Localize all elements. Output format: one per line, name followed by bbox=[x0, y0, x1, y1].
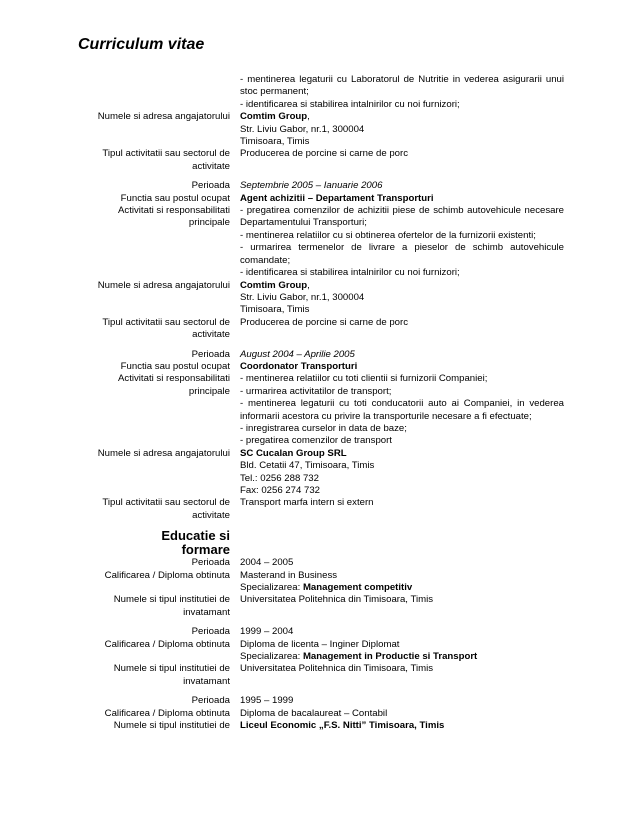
employer-fax: Fax: 0256 274 732 bbox=[240, 485, 321, 496]
responsibilities-row bbox=[84, 205, 564, 279]
sector-value: Transport marfa intern si extern bbox=[240, 497, 374, 509]
position-label: Functia sau postul ocupat bbox=[120, 360, 230, 372]
employer-name: SC Cucalan Group SRL bbox=[240, 447, 347, 459]
period-label: Perioada bbox=[191, 348, 230, 360]
specialization-prefix: Specializarea: bbox=[240, 651, 303, 663]
institution-value: Universitatea Politehnica din Timisoara, Timis bbox=[240, 663, 434, 675]
sector-label: Tipul activitatii sau sectorul de activitate bbox=[102, 148, 230, 172]
employer-name: Comtim Group bbox=[240, 111, 308, 123]
education-heading: Educatie si formare bbox=[161, 528, 230, 558]
qualification-value: Diploma de licenta – Inginer Diplomat bbox=[240, 638, 400, 650]
institution-label: Numele si tipul institutiei de bbox=[113, 720, 230, 732]
position-label: Functia sau postul ocupat bbox=[120, 192, 230, 204]
qualification-value: Diploma de bacalaureat – Contabil bbox=[240, 707, 388, 719]
period-value: 2004 – 2005 bbox=[240, 557, 294, 569]
period-value: August 2004 – Aprilie 2005 bbox=[240, 348, 355, 360]
institution-row bbox=[84, 663, 564, 688]
position-row bbox=[84, 193, 564, 205]
specialization-value: Management competitiv bbox=[302, 582, 413, 594]
period-label: Perioada bbox=[191, 626, 230, 638]
qualification-row bbox=[84, 639, 564, 664]
sector-row bbox=[84, 497, 564, 522]
qualification-row bbox=[84, 708, 564, 720]
resp-line: - urmarirea termenelor de livrare a pieselor de schimb autovehicule comandate; bbox=[240, 242, 564, 266]
period-label: Perioada bbox=[191, 557, 230, 569]
employer-address: Str. Liviu Gabor, nr.1, 300004 bbox=[240, 291, 365, 303]
sector-label: Tipul activitatii sau sectorul de activitate bbox=[102, 497, 230, 521]
sector-label: Tipul activitatii sau sectorul de activitate bbox=[102, 316, 230, 341]
employer-label: Numele si adresa angajatorului bbox=[97, 447, 230, 459]
employer-label: Numele si adresa angajatorului bbox=[97, 279, 230, 291]
resp-line: - mentinerea legaturii cu toti conducatorii auto ai Companiei, in vederea informarii acestora cu privire la transporturile necesare a fi efectuate; bbox=[240, 398, 564, 422]
period-row bbox=[84, 557, 564, 569]
qualification-label: Calificarea / Diploma obtinuta bbox=[104, 569, 230, 581]
resp-line: - mentinerea relatiilor cu toti clientii si furnizorii Companiei; bbox=[240, 373, 488, 385]
qualification-label: Calificarea / Diploma obtinuta bbox=[104, 707, 230, 719]
institution-value: Universitatea Politehnica din Timisoara, Timis bbox=[240, 594, 434, 606]
resp-line: - mentinerea legaturii cu Laboratorul de Nutritie in vederea asigurarii unui stoc permanent; bbox=[240, 74, 564, 98]
resp-line: - mentinerea relatiilor cu si obtinerea ofertelor de la furnizorii existenti; bbox=[240, 229, 536, 241]
employer-row: Numele si adresa angajatorului Comtim Group, Str. Liviu Gabor, nr.1, 300004 Timisoara, Timis bbox=[84, 111, 564, 148]
resp-line: - identificarea si stabilirea intalnirilor cu noi furnizori; bbox=[240, 267, 460, 279]
employer-address: Bld. Cetatii 47, Timisoara, Timis bbox=[240, 460, 375, 472]
qualification-label: Calificarea / Diploma obtinuta bbox=[104, 638, 230, 650]
period-row bbox=[84, 626, 564, 638]
sector-row bbox=[84, 148, 564, 173]
period-row bbox=[84, 695, 564, 707]
institution-label: Numele si tipul institutiei de invatamant bbox=[113, 663, 230, 687]
responsibilities-label: Activitati si responsabilitati principale bbox=[118, 373, 230, 397]
period-row bbox=[84, 180, 564, 192]
sector-value: Producerea de porcine si carne de porc bbox=[240, 148, 408, 160]
qualification-row bbox=[84, 570, 564, 595]
cv-body bbox=[84, 74, 564, 733]
employer-label: Numele si adresa angajatorului bbox=[97, 111, 230, 123]
responsibilities-row bbox=[84, 373, 564, 447]
period-label: Perioada bbox=[191, 695, 230, 707]
sector-value: Producerea de porcine si carne de porc bbox=[240, 316, 408, 328]
position-row bbox=[84, 361, 564, 373]
document-title: Curriculum vitae bbox=[78, 36, 205, 53]
period-value: 1999 – 2004 bbox=[240, 626, 294, 638]
specialization-value: Management in Productie si Transport bbox=[302, 651, 478, 663]
employer-row bbox=[84, 448, 564, 498]
period-value: 1995 – 1999 bbox=[240, 695, 294, 707]
position-value: Coordonator Transporturi bbox=[240, 360, 358, 372]
position-value: Agent achizitii – Departament Transporturi bbox=[240, 192, 434, 204]
resp-line: - pregatirea comenzilor de achizitii piese de schimb autovehicule necesare Departamentului Transporturi; bbox=[240, 205, 564, 229]
period-label: Perioada bbox=[191, 180, 230, 192]
employer-address: Str. Liviu Gabor, nr.1, 300004 bbox=[240, 123, 365, 135]
employer-city: Timisoara, Timis bbox=[240, 304, 310, 316]
institution-row bbox=[84, 720, 564, 732]
institution-label: Numele si tipul institutiei de invatamant bbox=[113, 594, 230, 618]
employer-phone: Tel.: 0256 288 732 bbox=[240, 472, 319, 484]
qualification-value: Masterand in Business bbox=[240, 569, 338, 581]
employer-row: Numele si adresa angajatorului Comtim Group, Str. Liviu Gabor, nr.1, 300004 Timisoara, Timis bbox=[84, 280, 564, 317]
resp-row bbox=[84, 74, 564, 99]
sector-row bbox=[84, 317, 564, 342]
specialization-prefix: Specializarea: bbox=[240, 582, 303, 594]
responsibilities-label: Activitati si responsabilitati principale bbox=[118, 205, 230, 229]
employer-name: Comtim Group bbox=[240, 279, 308, 291]
resp-line: - urmarirea activitatilor de transport; bbox=[240, 385, 392, 397]
period-row bbox=[84, 349, 564, 361]
resp-line: - pregatirea comenzilor de transport bbox=[240, 435, 392, 447]
institution-row bbox=[84, 594, 564, 619]
institution-value: Liceul Economic „F.S. Nitti” Timisoara, Timis bbox=[240, 720, 445, 732]
employer-city: Timisoara, Timis bbox=[240, 136, 310, 148]
resp-row bbox=[84, 99, 564, 111]
period-value: Septembrie 2005 – Ianuarie 2006 bbox=[240, 180, 383, 192]
resp-line: - inregistrarea curselor in data de baze; bbox=[240, 422, 407, 434]
resp-line: - identificarea si stabilirea intalnirilor cu noi furnizori; bbox=[240, 98, 460, 110]
